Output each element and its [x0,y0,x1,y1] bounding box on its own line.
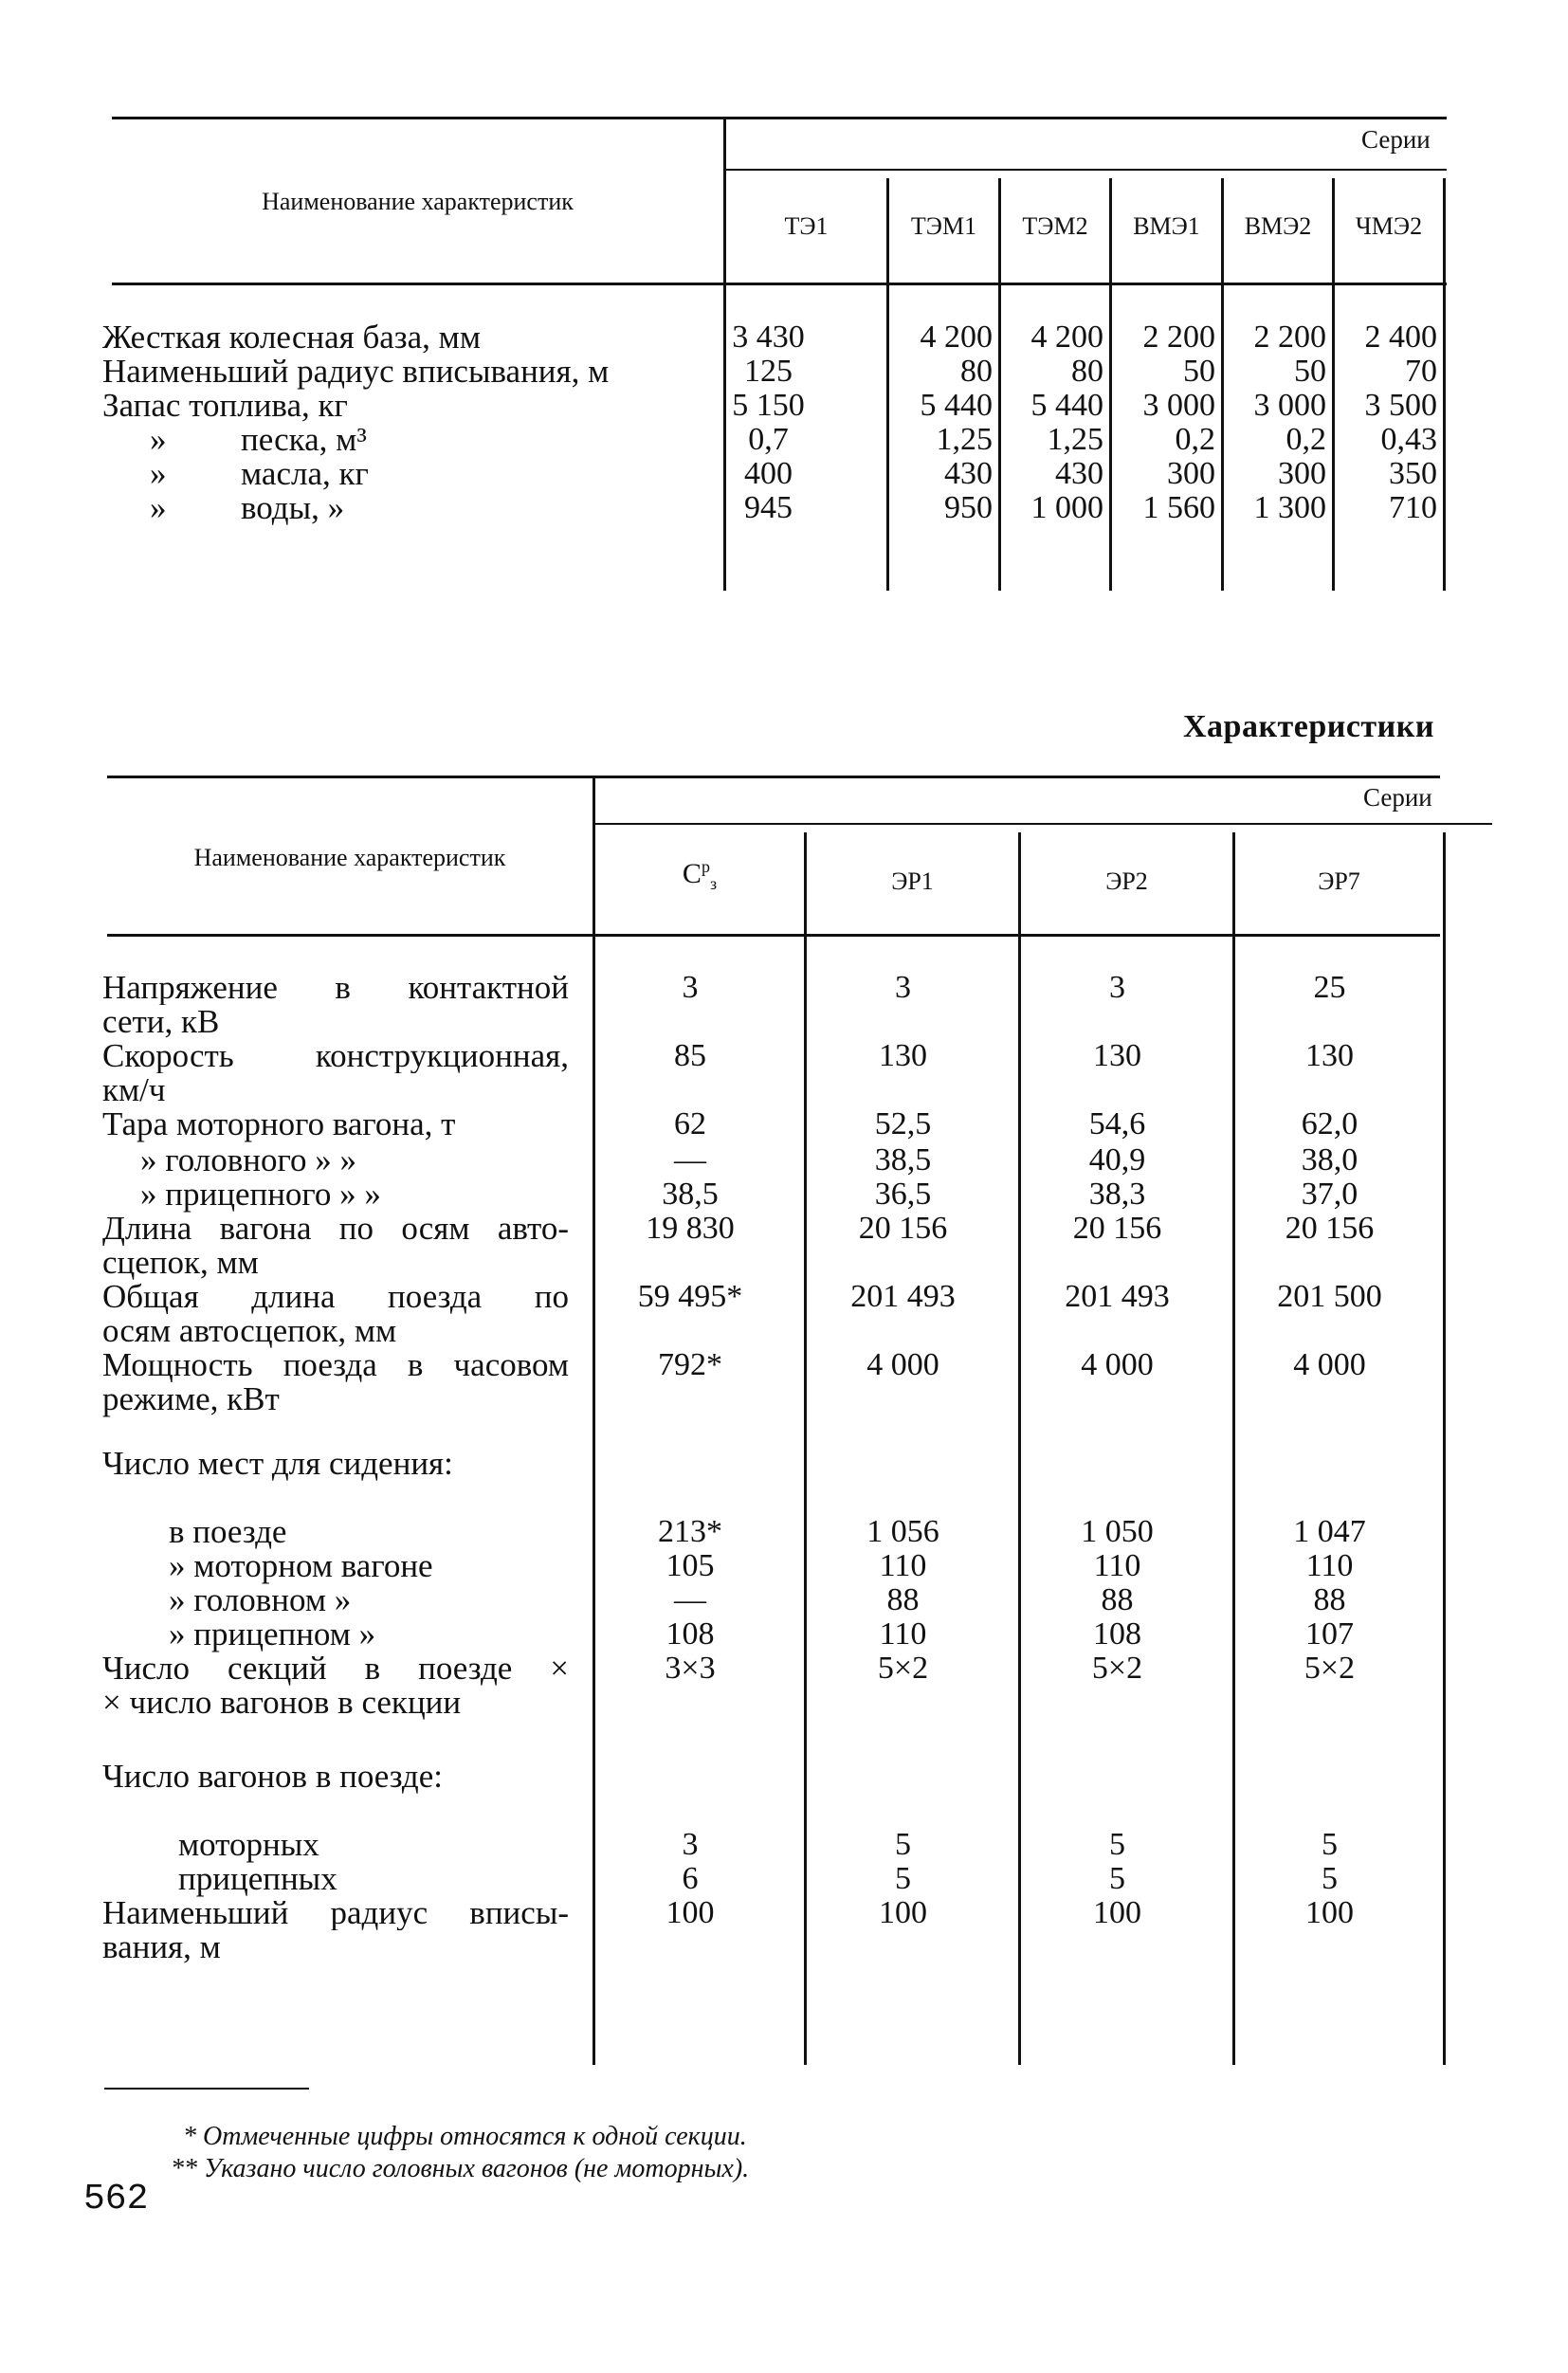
table2-cell: 88 [1313,1582,1346,1617]
table2-cell: 5 [895,1861,911,1896]
table2-row-label: км/ч [102,1071,166,1108]
table2-cell: 20 156 [858,1211,948,1246]
table2-cell: 5×2 [877,1651,929,1686]
table2-cell: 5 [1322,1861,1338,1896]
table1-cell: 945 [744,490,793,525]
table2-cell: 5×2 [1304,1651,1356,1686]
table2-cell: 38,0 [1301,1142,1358,1177]
table1-cell: 3 430 [732,319,805,355]
table1-cell: 0,43 [1380,422,1437,457]
table1-cell: 710 [1389,490,1437,525]
table2-cell: 5 [1109,1861,1125,1896]
table2-cell: 130 [879,1038,927,1073]
table1-col-header: ВМЭ1 [1133,212,1200,240]
table2-cell: 130 [1093,1038,1141,1073]
table1-ditto: » [150,489,167,526]
table2-cell: — [674,1142,706,1177]
table2-cell: 1 050 [1081,1514,1154,1549]
table2-cell: 201 493 [1065,1279,1170,1314]
table2-cell: 38,5 [874,1142,932,1177]
table1-cell: 5 150 [732,388,805,423]
table2-cell: 19 830 [646,1211,735,1246]
table1-row-label: масла, кг [241,455,369,492]
table2-title: Характеристики [1183,709,1434,744]
table1-cell: 2 400 [1364,319,1437,355]
table2-cell: 20 156 [1072,1211,1162,1246]
table1-cell: 70 [1405,354,1437,389]
table1-cell: 4 200 [1030,319,1103,355]
table2-cell: 85 [674,1038,706,1073]
table1-top-rule [112,117,1447,119]
table2-cell: 100 [665,1895,715,1930]
table2-col-header: ЭР1 [891,867,934,895]
table2-cell: 110 [1305,1548,1354,1583]
table2-col-header: $С^р_з$ [682,857,718,893]
table2-cell: 62 [674,1106,706,1141]
footnote: ** Указано число головных вагонов (не моторных). [171,2154,750,2183]
table2-series-label: Серии [1363,783,1432,812]
table1-col-header: ВМЭ2 [1244,212,1312,240]
table2-cell: 4 000 [1081,1347,1154,1382]
table1-cell: 3 000 [1142,388,1215,423]
table2-row-label: » головном » [169,1581,352,1618]
table1-series-rule [723,169,1447,171]
table1-cell: 300 [1278,456,1326,491]
table1-row-label: воды, » [241,489,345,526]
table1-cell: 3 000 [1253,388,1326,423]
table1-vline [1443,178,1446,591]
table1-cell: 950 [944,490,993,525]
table1-header-rule [112,283,1447,285]
table1-cell: 1 000 [1030,490,1103,525]
table1-cell: 430 [944,456,993,491]
table1-cell: 400 [744,456,793,491]
table1-ditto: » [150,421,167,458]
table1-cell: 125 [744,354,793,389]
table1-cell: 1,25 [1047,422,1103,457]
table2-row-label: вания, м [102,1928,221,1965]
table2-col-header: ЭР2 [1105,867,1148,895]
table1-col-header: ЧМЭ2 [1355,212,1423,240]
table2-cell: 100 [1305,1895,1354,1930]
table2-name-header: Наименование характеристик [193,844,506,871]
table2-cell: 40,9 [1088,1142,1146,1177]
table1-cell: 2 200 [1253,319,1326,355]
table2-row-label: » головного » » [140,1141,356,1178]
table1-row-label: Жесткая колесная база, мм [102,319,481,356]
table2-row-label: » прицепного » » [140,1176,381,1213]
table2-series-rule [595,823,1492,825]
table2-cell: 3×3 [665,1651,716,1686]
table1-cell: 80 [960,354,993,389]
table2-row-label: Длина вагона по осям авто- [102,1212,569,1246]
table2-cell: 37,0 [1301,1177,1358,1212]
table2-cell: 1 056 [866,1514,939,1549]
table2-row-label: режиме, кВт [102,1380,280,1417]
table1-cell: 80 [1071,354,1103,389]
table2-cell: 38,3 [1088,1177,1146,1212]
table1-cell: 1 560 [1142,490,1215,525]
table1-cell: 5 440 [1030,388,1103,423]
page-number: 562 [83,2179,149,2219]
table2-row-label: в поезде [169,1513,287,1550]
table1-cell: 0,7 [748,422,789,457]
table2-cell: 792* [658,1347,722,1382]
table2-cell: 88 [1101,1582,1134,1617]
table2-row-label: Число мест для сидения: [102,1445,453,1482]
table2-cell: 5×2 [1091,1651,1143,1686]
table2-cell: 213* [658,1514,722,1549]
table2-row-label: прицепных [178,1860,337,1897]
table1-col-header: ТЭ1 [784,212,829,240]
table1-col-header: ТЭМ2 [1022,212,1088,240]
table2-cell: 3 [682,970,699,1005]
table2-cell: 3 [1109,970,1125,1005]
table2-cell: 5 [1109,1827,1125,1862]
footnote-rule [104,2088,309,2090]
table2-cell: 62,0 [1301,1106,1358,1141]
table1-cell: 2 200 [1142,319,1215,355]
table2-row-label: Мощность поезда в часовом [102,1348,569,1382]
table2-row-label: Общая длина поезда по [102,1280,569,1314]
table1-cell: 1 300 [1253,490,1326,525]
table2-row-label: » моторном вагоне [169,1547,433,1584]
table2-cell: 110 [1093,1548,1141,1583]
table2-cell: 38,5 [662,1177,719,1212]
table1-cell: 50 [1183,354,1215,389]
table2-row-label: моторных [178,1826,319,1863]
table2-row-label: × число вагонов в секции [102,1684,462,1721]
table2-cell: 59 495* [637,1279,743,1314]
footnote: * Отмеченные цифры относятся к одной секции. [183,2122,747,2151]
table2-cell: 20 156 [1285,1211,1375,1246]
table1-cell: 350 [1389,456,1437,491]
table1-cell: 4 200 [920,319,993,355]
table2-cell: 4 000 [1293,1347,1366,1382]
table2-cell: — [674,1582,706,1617]
table1-row-label: Запас топлива, кг [102,387,348,424]
table2-cell: 6 [682,1861,699,1896]
table2-row-label: Число вагонов в поезде: [102,1758,443,1795]
table2-row-label: Число секций в поезде × [102,1652,569,1686]
table1-row-label: песка, м³ [241,421,367,458]
table2-cell: 100 [1093,1895,1141,1930]
table1-ditto: » [150,455,167,492]
table1-name-header: Наименование характеристик [262,188,574,215]
table2-cell: 88 [886,1582,920,1617]
table2-cell: 105 [665,1548,715,1583]
table2-cell: 52,5 [874,1106,932,1141]
table2-cell: 108 [1093,1616,1141,1652]
table2-row-label: » прицепном » [169,1615,376,1652]
table2-cell: 108 [665,1616,715,1652]
table2-cell: 130 [1305,1038,1354,1073]
table2-row-label: Скорость конструкционная, [102,1039,569,1073]
table2-cell: 110 [879,1548,927,1583]
table2-top-rule [107,776,1440,778]
table1-cell: 50 [1294,354,1326,389]
table2-cell: 5 [895,1827,911,1862]
table1-cell: 0,2 [1285,422,1326,457]
table2-cell: 36,5 [874,1177,932,1212]
table2-row-label: сети, кВ [102,1003,220,1040]
table2-vline [1443,832,1446,2065]
table1-cell: 430 [1055,456,1103,491]
table2-cell: 3 [895,970,911,1005]
table2-col-header: ЭР7 [1318,867,1360,895]
table1-row-label: Наименьший радиус вписывания, м [102,353,610,390]
table2-cell: 4 000 [866,1347,939,1382]
table2-row-label: осям автосцепок, мм [102,1312,397,1349]
table2-cell: 201 500 [1277,1279,1382,1314]
table2-cell: 107 [1305,1616,1354,1652]
table2-row-label: Наименьший радиус вписы- [102,1896,569,1930]
table2-cell: 1 047 [1293,1514,1366,1549]
table2-cell: 100 [879,1895,927,1930]
table2-row-label: сцепок, мм [102,1244,259,1281]
table2-cell: 5 [1322,1827,1338,1862]
table2-cell: 54,6 [1088,1106,1146,1141]
table1-cell: 3 500 [1364,388,1437,423]
table1-col-header: ТЭМ1 [910,212,977,240]
table2-header-rule [107,934,1440,937]
table2-cell: 110 [879,1616,927,1652]
table2-cell: 3 [682,1827,699,1862]
table2-cell: 201 493 [850,1279,956,1314]
table1-cell: 1,25 [936,422,993,457]
table1-cell: 0,2 [1175,422,1215,457]
table2-cell: 25 [1313,970,1346,1005]
table1-cell: 5 440 [920,388,993,423]
table1-cell: 300 [1167,456,1215,491]
table2-row-label: Напряжение в контактной [102,971,569,1005]
table1-series-label: Серии [1361,125,1431,154]
table2-row-label: Тара моторного вагона, т [102,1105,456,1142]
